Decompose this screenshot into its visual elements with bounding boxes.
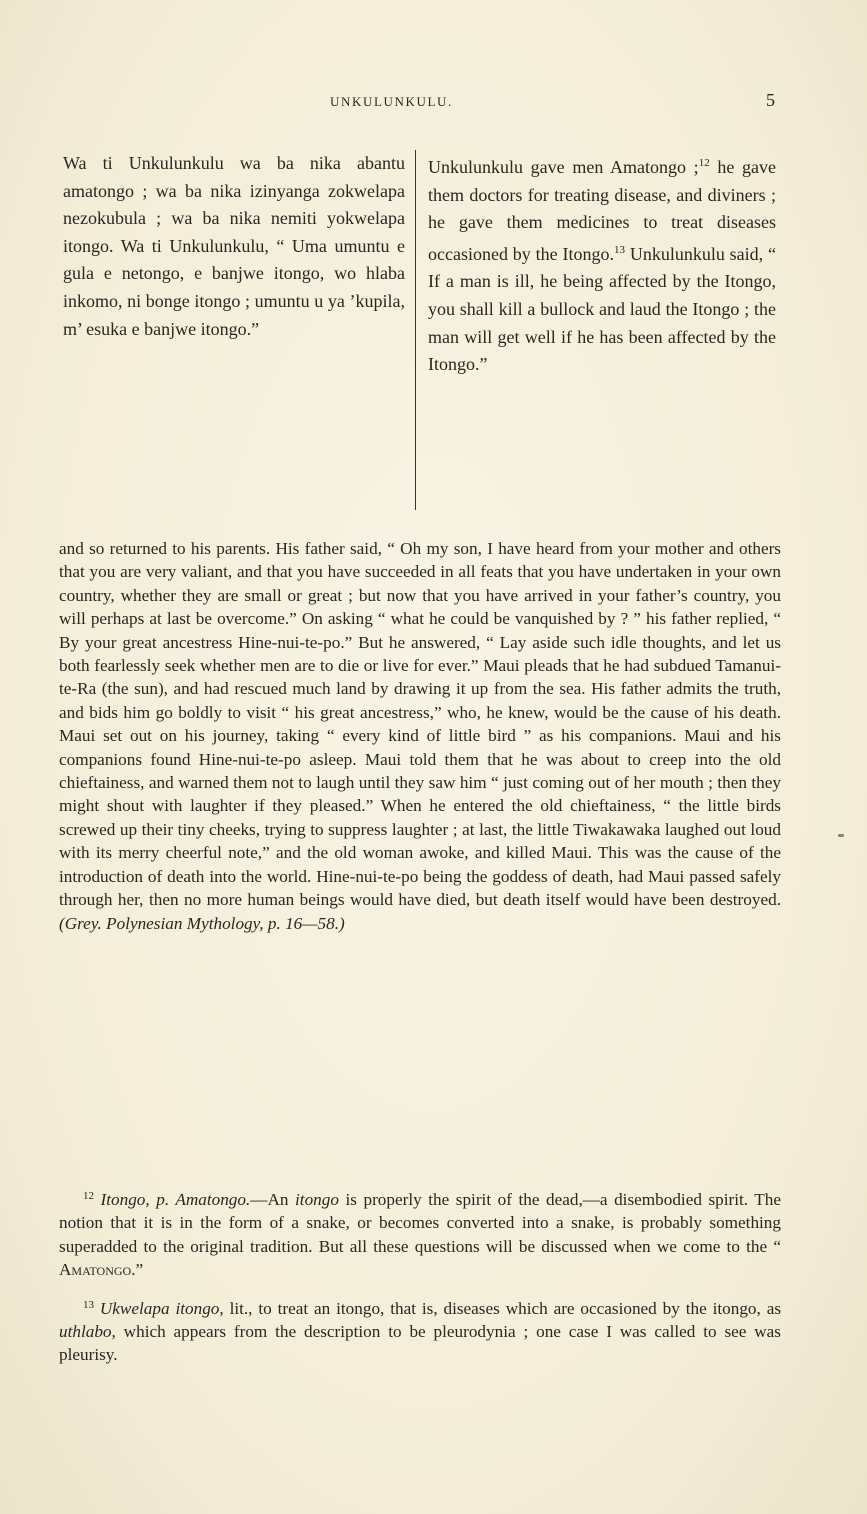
footnote-tail: .”: [131, 1260, 144, 1280]
ink-speck: [838, 834, 844, 837]
body-paragraph: [59, 537, 781, 935]
page-number: 5: [766, 90, 775, 110]
footnote-ref-12: 12: [698, 157, 710, 169]
english-part-1: Unkulunkulu gave men Amatongo ;: [428, 157, 699, 177]
footnote-ref-13: 13: [613, 243, 625, 256]
footnote-term-2: uthlabo: [59, 1322, 112, 1342]
zulu-paragraph: Wa ti Unkulunkulu wa ba nika abantu amatongo ; wa ba nika izinyanga zokwelapa nezokubula ; wa ba nika nemiti yokwelapa itongo. Wa ti Unkulunkulu, “ Uma umuntu e gula e netongo, e banjwe itongo, wo hlaba inkomo, ni bonge itongo ; umuntu u ya ’kupila, m’ esuka e banjwe itongo.”: [63, 153, 405, 339]
body-paragraph-text: and so returned to his parents. His father said, “ Oh my son, I have heard from your mother and others that you are very valiant, and that you have succeeded in all feats that you have undertaken in your own country, whether they are small or great ; but now that you have arrived in your father’s country, you will perhaps at last be overcome.” On asking “ what he could be vanquished by ? ” his father replied, “ By your great ancestress Hine-nui-te-po.” But he answered, “ Lay aside such idle thoughts, and let us both fearlessly seek whether men are to die or live for ever.” Maui pleads that he had subdued Tamanui-te-Ra (the sun), and had rescued much land by drawing it up from the sea. His father admits the truth, and bids him go boldly to visit “ his great ancestress,” who, he knew, would be the cause of his death. Maui set out on his journey, taking “ every kind of little bird ” as his companions. Maui and his companions found Hine-nui-te-po asleep. Maui told them that he was about to creep into the old chieftainess, and warned them not to laugh until they saw him “ just coming out of her mouth ; then they might shout with laughter if they pleased.” When he entered the old chieftainess, “ the little birds screwed up their tiny cheeks, trying to suppress laughter ; at last, the little Tiwakawaka laughed out loud with its merry cheerful note,” and the old woman awoke, and killed Maui. This was the cause of the introduction of death into the world. Hine-nui-te-po being the goddess of death, had Maui passed safely through her, then no more human beings would have died, but death itself would have been destroyed.: [59, 539, 781, 910]
footnote-tail: , which appears from the description to be pleurodynia ; one case I was called to see was pleurisy.: [59, 1322, 781, 1365]
footnotes: [59, 1185, 781, 1379]
footnote-text: , lit., to treat an itongo, that is, diseases which are occasioned by the itongo, as: [219, 1298, 782, 1318]
citation: (Grey. Polynesian Mythology, p. 16—58.): [59, 913, 345, 933]
running-head: UNKULUNKULU.: [330, 94, 453, 109]
footnote-13: [59, 1294, 781, 1367]
footnote-12: [59, 1185, 781, 1282]
footnote-term-2: itongo: [295, 1190, 339, 1209]
english-paragraph: [428, 150, 776, 379]
footnote-number: 13: [83, 1298, 94, 1311]
footnote-term: Itongo, p. Amatongo.: [100, 1190, 251, 1209]
english-column: [428, 150, 776, 379]
page-header: [0, 92, 867, 116]
english-part-2: he gave them doctors for treating disease, and diviners ; he gave them medicines to treat diseases occasioned by the Itongo.: [428, 157, 777, 264]
footnote-smallcaps: Amatongo: [59, 1260, 132, 1280]
footnote-dash: —An: [250, 1190, 296, 1209]
footnote-number: 12: [83, 1190, 94, 1202]
body-text: [59, 537, 781, 935]
footnote-term: Ukwelapa itongo: [99, 1298, 220, 1318]
footnote-text: is properly the spirit of the dead,—a disembodied spirit. The notion that it is in the form of a snake, or becomes converted into a snake, is probably something superadded to the original tradition. But all these questions will be discussed when we come to the “: [59, 1190, 782, 1256]
column-divider: [415, 150, 416, 510]
english-part-3: Unkulunkulu said, “ If a man is ill, he being affected by the Itongo, you shall kill a bullock and laud the Itongo ; the man will get well if he has been affected by the Itongo.”: [428, 243, 776, 375]
zulu-column: [63, 150, 405, 343]
